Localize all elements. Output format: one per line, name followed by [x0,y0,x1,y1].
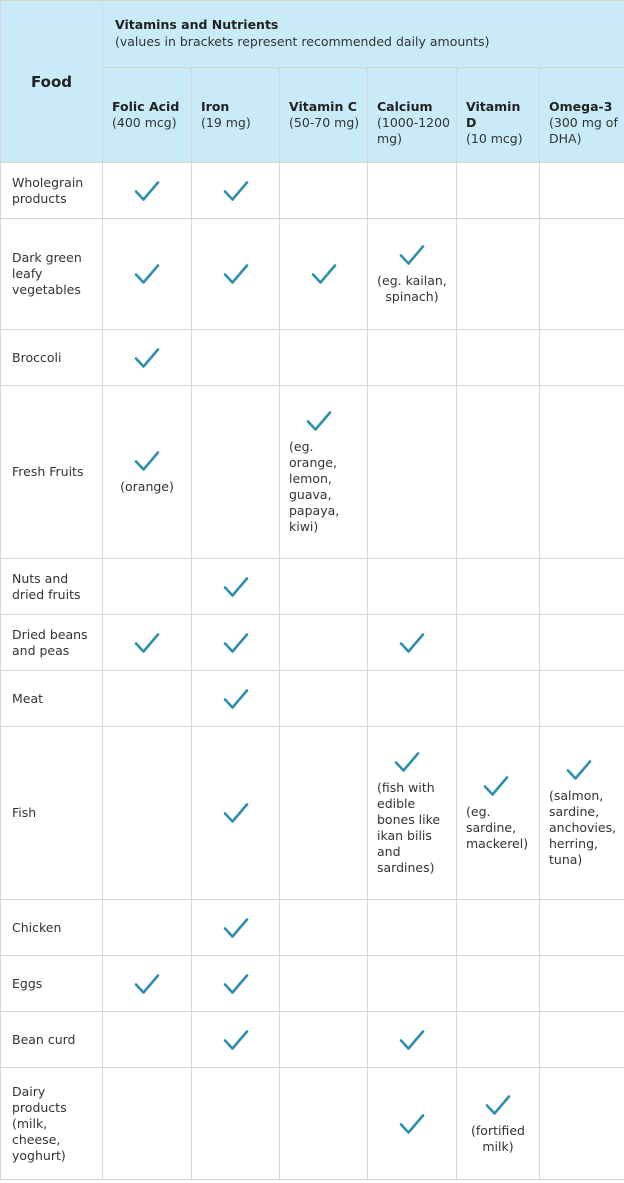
cell-omega-3 [540,330,624,386]
nutrient-name: Vitamin D [466,99,521,130]
cell-omega-3 [540,727,624,900]
group-title: Vitamins and Nutrients [115,17,279,32]
cell-iron [192,727,280,900]
cell-folic-acid [103,163,192,219]
check-icon [222,916,250,940]
food-name: Dried beans and peas [1,615,103,671]
cell-note: (salmon, sardine, anchovies, herring, tuna) [549,788,617,867]
cell-iron [192,615,280,671]
food-name: Eggs [1,956,103,1012]
cell-vitamin-c [280,386,368,559]
cell-vitamin-d [457,1012,540,1068]
cell-calcium [368,671,457,727]
cell-iron [192,671,280,727]
cell-vitamin-c [280,671,368,727]
cell-iron [192,956,280,1012]
cell-omega-3 [540,671,624,727]
nutrient-amount: (10 mcg) [466,131,523,146]
cell-folic-acid [103,956,192,1012]
cell-folic-acid [103,330,192,386]
nutrients-group-header [103,1,624,68]
nutrient-header-vitamin-d [457,68,540,163]
cell-omega-3 [540,956,624,1012]
check-icon [222,972,250,996]
food-column-header: Food [1,1,103,163]
cell-vitamin-d [457,219,540,330]
check-icon [222,575,250,599]
cell-vitamin-d [457,1068,540,1180]
group-subtitle: (values in brackets represent recommended daily amounts) [115,34,490,49]
cell-vitamin-d [457,330,540,386]
cell-iron [192,1068,280,1180]
cell-note: (fish with edible bones like ikan bilis and sardines) [377,780,441,875]
cell-folic-acid [103,219,192,330]
cell-iron [192,219,280,330]
cell-note: (eg. sardine, mackerel) [466,804,529,851]
table-row-dairy-products-milk-cheese-yoghurt [1,1068,624,1180]
cell-calcium [368,559,457,615]
check-icon [133,179,161,203]
food-name: Broccoli [1,330,103,386]
check-icon [222,687,250,711]
cell-vitamin-d [457,386,540,559]
table-row-broccoli [1,330,624,386]
cell-vitamin-c [280,219,368,330]
cell-note: (fortified milk) [471,1122,525,1154]
cell-vitamin-c [280,956,368,1012]
nutrient-header-omega-3 [540,68,624,163]
nutrient-amount: (300 mg of DHA) [549,115,618,146]
cell-omega-3 [540,163,624,219]
cell-calcium [368,163,457,219]
check-icon [133,972,161,996]
table-row-eggs [1,956,624,1012]
cell-omega-3 [540,900,624,956]
cell-folic-acid [103,615,192,671]
cell-vitamin-c [280,1068,368,1180]
cell-vitamin-c [280,559,368,615]
check-icon [565,758,593,782]
food-name: Dark green leafy vegetables [1,219,103,330]
cell-vitamin-d [457,900,540,956]
table-row-bean-curd [1,1012,624,1068]
table-body [1,163,624,1180]
cell-calcium [368,219,457,330]
cell-vitamin-c [280,900,368,956]
cell-folic-acid [103,386,192,559]
cell-calcium [368,900,457,956]
cell-omega-3 [540,615,624,671]
check-icon [398,1028,426,1052]
cell-calcium [368,1012,457,1068]
cell-folic-acid [103,1068,192,1180]
cell-omega-3 [540,386,624,559]
check-icon [398,631,426,655]
nutrient-name: Vitamin C [289,99,357,114]
cell-vitamin-c [280,330,368,386]
check-icon [482,774,510,798]
cell-vitamin-c [280,727,368,900]
check-icon [222,631,250,655]
cell-calcium [368,386,457,559]
check-icon [222,262,250,286]
nutrient-amount: (50-70 mg) [289,115,360,130]
cell-calcium [368,615,457,671]
cell-iron [192,559,280,615]
food-name: Dairy products (milk, cheese, yoghurt) [1,1068,103,1180]
cell-omega-3 [540,559,624,615]
check-icon [133,631,161,655]
nutrient-header-folic-acid [103,68,192,163]
nutrient-header-calcium [368,68,457,163]
cell-omega-3 [540,1012,624,1068]
table-row-fish [1,727,624,900]
nutrient-header-vitamin-c [280,68,368,163]
table-row-dried-beans-and-peas [1,615,624,671]
nutrient-amount: (1000-1200 mg) [377,115,451,146]
cell-note: (orange) [120,479,174,494]
nutrient-name: Omega-3 [549,99,613,114]
cell-calcium [368,330,457,386]
nutrient-name: Iron [201,99,230,114]
check-icon [222,1028,250,1052]
cell-calcium [368,727,457,900]
cell-vitamin-d [457,727,540,900]
cell-folic-acid [103,900,192,956]
cell-vitamin-d [457,956,540,1012]
cell-iron [192,1012,280,1068]
cell-vitamin-c [280,615,368,671]
table-row-wholegrain-products [1,163,624,219]
check-icon [222,801,250,825]
cell-omega-3 [540,1068,624,1180]
cell-folic-acid [103,1012,192,1068]
food-name: Bean curd [1,1012,103,1068]
table-row-nuts-and-dried-fruits [1,559,624,615]
cell-omega-3 [540,219,624,330]
table-row-fresh-fruits [1,386,624,559]
cell-iron [192,900,280,956]
cell-vitamin-d [457,671,540,727]
check-icon [398,1112,426,1136]
food-name: Nuts and dried fruits [1,559,103,615]
cell-note: (eg. orange, lemon, guava, papaya, kiwi) [289,439,340,534]
cell-folic-acid [103,671,192,727]
cell-iron [192,330,280,386]
food-name: Fish [1,727,103,900]
cell-iron [192,386,280,559]
check-icon [393,750,421,774]
nutrient-amount: (400 mcg) [112,115,177,130]
check-icon [398,243,426,267]
food-name: Wholegrain products [1,163,103,219]
table-row-chicken [1,900,624,956]
check-icon [133,346,161,370]
check-icon [310,262,338,286]
food-name: Fresh Fruits [1,386,103,559]
check-icon [305,409,333,433]
cell-vitamin-c [280,163,368,219]
nutrient-header-iron [192,68,280,163]
cell-iron [192,163,280,219]
cell-calcium [368,1068,457,1180]
cell-vitamin-c [280,1012,368,1068]
check-icon [222,179,250,203]
food-name: Meat [1,671,103,727]
cell-folic-acid [103,559,192,615]
check-icon [484,1093,512,1117]
nutrient-name: Folic Acid [112,99,180,114]
check-icon [133,262,161,286]
cell-note: (eg. kailan, spinach) [377,273,447,304]
cell-vitamin-d [457,163,540,219]
cell-folic-acid [103,727,192,900]
table-row-dark-green-leafy-vegetables [1,219,624,330]
nutrient-name: Calcium [377,99,433,114]
cell-vitamin-d [457,615,540,671]
nutrient-amount: (19 mg) [201,115,251,130]
food-name: Chicken [1,900,103,956]
cell-calcium [368,956,457,1012]
check-icon [133,449,161,473]
table-row-meat [1,671,624,727]
cell-vitamin-d [457,559,540,615]
